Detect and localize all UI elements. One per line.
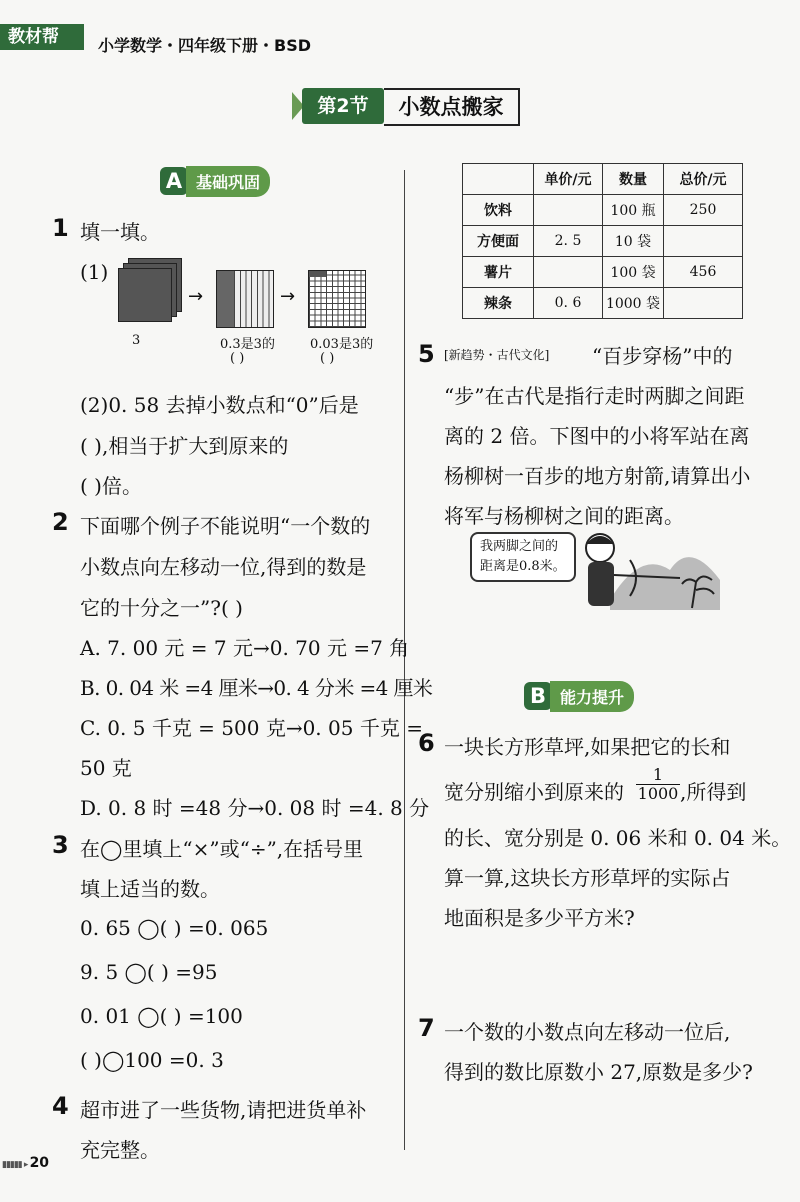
q3-line2: 填上适当的数。 [80,877,220,901]
grid-label-tenths: 0.3是3的 [220,337,275,352]
part-a-badge [160,166,270,196]
table-header: 总价/元 [664,164,743,195]
table-cell: 10 袋 [603,226,664,257]
q5-line3: 离的 2 倍。下图中的小将军站在离 [444,424,750,448]
q6-line2-start: 宽分别缩小到原来的 [444,780,624,804]
table-cell: 456 [664,257,743,288]
table-cell: 250 [664,195,743,226]
table-cell[interactable] [664,288,743,319]
q2-option-c-line2: 50 克 [80,756,132,780]
q2-option-d: D. 0. 8 时 =48 分→0. 08 时 =4. 8 分 [80,796,430,820]
q1-part2-line2: ( ),相当于扩大到原来的 [80,434,289,458]
q1-part2-line1: (2)0. 58 去掉小数点和“0”后是 [80,393,359,417]
goods-table [462,163,743,319]
q1-part1-label: (1) [80,260,109,284]
q3-equation-1: 0. 65 ◯( ) =0. 065 [80,916,269,940]
grid-label-3: 3 [132,333,141,348]
q7-line2: 得到的数比原数小 27,原数是多少? [444,1060,753,1084]
tenths-grid-figure [216,270,274,328]
section-number: 第2节 [302,88,384,124]
q3-line1: 在◯里填上“×”或“÷”,在括号里 [80,837,364,861]
table-cell: 2. 5 [534,226,603,257]
arrow-right-icon: → [280,286,296,307]
q2-option-c-line1: C. 0. 5 千克 = 500 克→0. 05 千克 = [80,716,423,740]
q1-part2-line3: ( )倍。 [80,474,142,498]
table-row [463,288,743,319]
fraction [636,766,680,803]
page-number-value: 20 [29,1155,50,1171]
q5-line5: 将军与杨柳树之间的距离。 [444,504,684,528]
q2-line1: 下面哪个例子不能说明“一个数的 [80,514,371,538]
table-cell: 薯片 [463,257,534,288]
fraction-denominator: 1000 [637,784,679,803]
q5-line1: “百步穿杨”中的 [592,344,733,368]
q3-equation-4: ( )◯100 =0. 3 [80,1048,224,1072]
q4-line2: 充完整。 [80,1138,160,1162]
q6-line5: 地面积是多少平方米? [444,906,635,930]
q6-line1: 一块长方形草坪,如果把它的长和 [444,735,731,759]
table-row [463,226,743,257]
table-cell: 辣条 [463,288,534,319]
brand-label: 教材帮 [0,24,84,50]
table-cell[interactable] [534,195,603,226]
table-cell: 100 袋 [603,257,664,288]
table-cell[interactable] [534,257,603,288]
q1-title: 填一填。 [80,220,160,244]
blank-tenths[interactable]: ( ) [230,351,245,366]
general-archer-illustration [570,520,730,620]
part-a-label: 基础巩固 [186,166,270,197]
q5-tag: [新趋势・古代文化] [444,348,550,362]
q7-number: 7 [418,1014,435,1042]
arrow-right-icon: → [188,286,204,307]
q3-equation-3: 0. 01 ◯( ) =100 [80,1004,243,1028]
section-title: 小数点搬家 [384,88,520,126]
book-title: 小学数学・四年级下册・BSD [98,36,312,55]
speech-bubble [470,532,576,582]
table-row [463,257,743,288]
q6-line2-end: ,所得到 [680,780,747,804]
q1-number: 1 [52,214,69,242]
table-cell[interactable] [664,226,743,257]
table-row [463,195,743,226]
table-cell: 0. 6 [534,288,603,319]
q5-line2: “步”在古代是指行走时两脚之间距 [444,384,745,408]
table-header: 数量 [603,164,664,195]
page-number: ▮▮▮▮▮ ▸ 20 [2,1155,50,1171]
bubble-line2: 距离是0.8米。 [480,559,566,574]
q2-option-a: A. 7. 00 元 = 7 元→0. 70 元 =7 角 [80,636,410,660]
fraction-numerator: 1 [636,766,680,785]
table-header-row [463,164,743,195]
part-a-letter: A [160,167,188,195]
q6-number: 6 [418,729,435,757]
bubble-line1: 我两脚之间的 [480,539,559,554]
q2-number: 2 [52,508,69,536]
q3-number: 3 [52,831,69,859]
blank-hundredths[interactable]: ( ) [320,351,335,366]
q3-equation-2: 9. 5 ◯( ) =95 [80,960,218,984]
part-b-label: 能力提升 [550,681,634,712]
q5-number: 5 [418,340,435,368]
part-b-badge [524,681,634,711]
q2-line2: 小数点向左移动一位,得到的数是 [80,555,367,579]
grid-label-hundredths: 0.03是3的 [310,337,374,352]
table-cell: 方便面 [463,226,534,257]
q6-line3: 的长、宽分别是 0. 06 米和 0. 04 米。 [444,826,792,850]
q4-line1: 超市进了一些货物,请把进货单补 [80,1098,367,1122]
q7-line1: 一个数的小数点向左移动一位后, [444,1020,731,1044]
three-squares-figure [118,258,182,324]
hundredths-grid-figure [308,270,366,328]
q2-line3: 它的十分之一”?( ) [80,596,243,620]
table-header: 单价/元 [534,164,603,195]
q2-option-b: B. 0. 04 米 =4 厘米→0. 4 分米 =4 厘米 [80,676,433,700]
table-header [463,164,534,195]
table-cell: 1000 袋 [603,288,664,319]
part-b-letter: B [524,682,552,710]
table-cell: 饮料 [463,195,534,226]
q5-line4: 杨柳树一百步的地方射箭,请算出小 [444,464,751,488]
q6-line4: 算一算,这块长方形草坪的实际占 [444,866,731,890]
table-cell: 100 瓶 [603,195,664,226]
q4-number: 4 [52,1092,69,1120]
